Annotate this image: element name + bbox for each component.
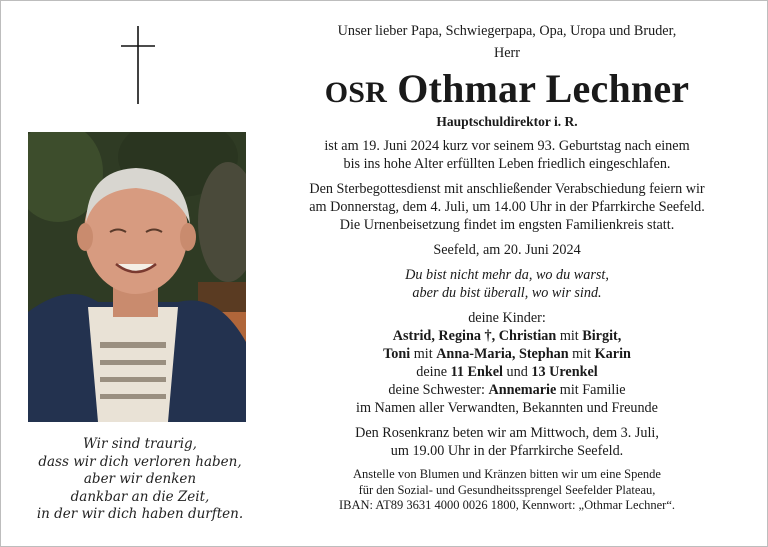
poem-line: aber wir denken (83, 471, 197, 487)
family-names: 11 Enkel (450, 364, 503, 380)
family-names: Anna-Maria, Stephan (436, 346, 569, 362)
family-connector: deine (416, 364, 448, 380)
rosary-line: um 19.00 Uhr in der Pfarrkirche Seefeld. (390, 443, 624, 459)
portrait-photo (28, 132, 246, 422)
family-connector: und (506, 364, 528, 380)
service-line: Die Urnenbeisetzung findet im engsten Familienkreis statt. (339, 217, 675, 233)
family-row: im Namen aller Verwandten, Bekannten und Freunde (356, 400, 658, 416)
family-names: Astrid, Regina †, Christian (392, 328, 557, 344)
service-line: Den Sterbegottesdienst mit anschließender Verabschiedung feiern wir (309, 181, 705, 197)
family-row (262, 345, 752, 363)
children-label: deine Kinder: (468, 310, 546, 326)
family-row (262, 327, 752, 345)
service-line: am Donnerstag, dem 4. Juli, um 14.00 Uhr in der Pfarrkirche Seefeld. (309, 199, 705, 215)
cross-icon (118, 26, 158, 106)
family-names: Annemarie (488, 382, 557, 398)
poem-line: in der wir dich haben durften. (36, 506, 244, 522)
left-poem (20, 436, 260, 524)
quote-line: aber du bist überall, wo wir sind. (412, 285, 602, 301)
professional-title: Hauptschuldirektor i. R. (436, 114, 578, 129)
death-line: ist am 19. Juni 2024 kurz vor seinem 93. Geburtstag nach einem (324, 138, 690, 154)
deceased-name (262, 66, 752, 116)
family-connector: mit Familie (559, 382, 626, 398)
family-connector: mit (572, 346, 592, 362)
donation-line: IBAN: AT89 3631 4000 0026 1800, Kennwort: „Othmar Lechner“. (338, 498, 676, 512)
salutation: Herr (494, 45, 520, 61)
family-row (262, 381, 752, 399)
name-main: Othmar Lechner (397, 66, 690, 111)
poem-line: dankbar an die Zeit, (70, 488, 210, 505)
poem-line: Wir sind traurig, (83, 436, 197, 452)
death-line: bis ins hohe Alter erfüllten Leben friedlich eingeschlafen. (343, 156, 671, 172)
place-date: Seefeld, am 20. Juni 2024 (433, 242, 581, 258)
family-names: 13 Urenkel (531, 364, 598, 380)
family-row (262, 363, 752, 381)
intro-line: Unser lieber Papa, Schwiegerpapa, Opa, Uropa und Bruder, (337, 23, 677, 39)
rosary-line: Den Rosenkranz beten wir am Mittwoch, dem 3. Juli, (355, 425, 659, 441)
family-connector: mit (559, 328, 579, 344)
family-names: Birgit, (582, 328, 622, 344)
family-names: Karin (594, 346, 631, 362)
donation-line: für den Sozial- und Gesundheitssprengel Seefelder Plateau, (358, 482, 656, 497)
family-connector: mit (413, 346, 433, 362)
donation-line: Anstelle von Blumen und Kränzen bitten wir um eine Spende (353, 467, 661, 481)
quote-line: Du bist nicht mehr da, wo du warst, (405, 267, 609, 283)
family-names: Toni (383, 346, 411, 362)
name-prefix: OSR (324, 76, 388, 109)
notice-text (262, 22, 752, 514)
family-connector: deine Schwester: (388, 382, 485, 398)
poem-line: dass wir dich verloren haben, (38, 453, 242, 470)
